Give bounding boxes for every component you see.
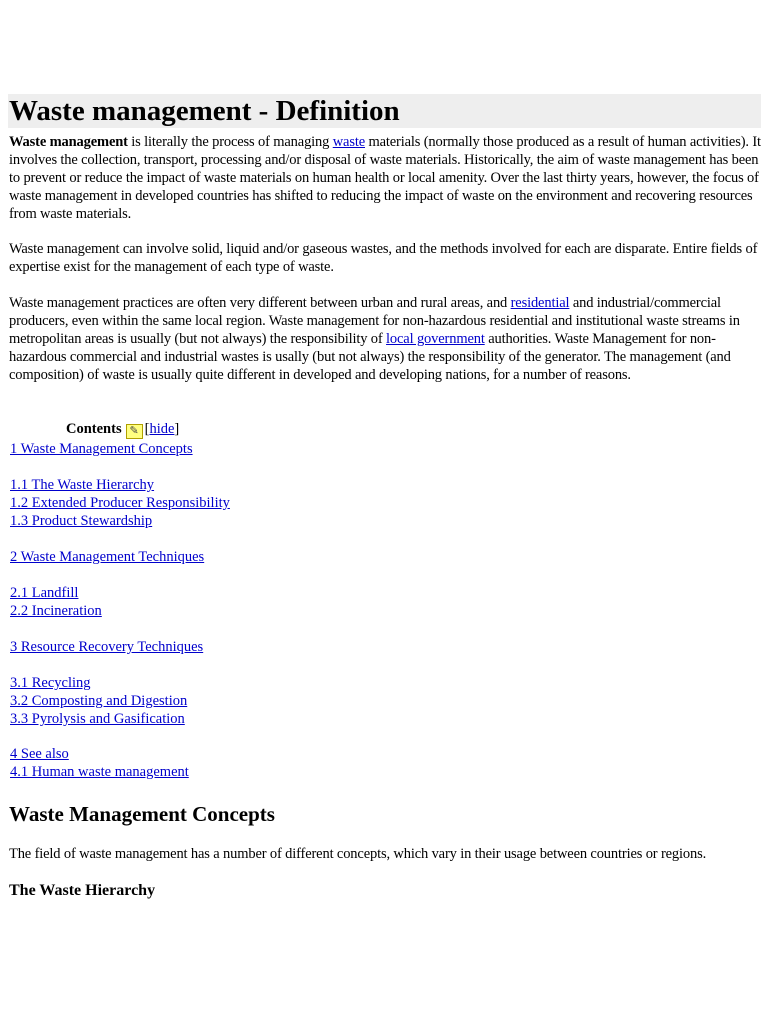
toc-hide-link[interactable]: hide: [149, 421, 175, 437]
subsection-heading-waste-hierarchy: The Waste Hierarchy: [9, 882, 156, 899]
toc-item-3[interactable]: 3 Resource Recovery Techniques: [10, 639, 204, 655]
toc-toggle-icon[interactable]: ✎: [126, 424, 143, 439]
toc-item-3-3[interactable]: 3.3 Pyrolysis and Gasification: [10, 711, 185, 727]
residential-link[interactable]: residential: [510, 295, 570, 311]
toc-item-4-1[interactable]: 4.1 Human waste management: [10, 764, 189, 780]
paragraph-3: [9, 294, 761, 384]
toc-item-2[interactable]: 2 Waste Management Techniques: [10, 549, 205, 565]
toc-item-3-1[interactable]: 3.1 Recycling: [10, 675, 91, 691]
para3-text-3: authorities. Waste Management for non-hazardous commercial and industrial wastes is usally (but not always) the responsibility of the generator. The management (and composition) of waste is usually quite different in developed and developing nations, for a number of reasons.: [9, 331, 731, 383]
para3-text-1: Waste management practices are often very different between urban and rural areas, and: [9, 295, 511, 311]
toc-item-1-2[interactable]: 1.2 Extended Producer Responsibility: [10, 495, 230, 511]
toc-item-2-1[interactable]: 2.1 Landfill: [10, 585, 79, 601]
intro-paragraph: [9, 133, 761, 223]
para3-text-2: and industrial/commercial producers, even within the same local region. Waste management for non-hazardous residential and institutional waste streams in metropolitan areas is usually (but not always) the responsibility of: [9, 295, 740, 347]
page-title: Waste management - Definition: [9, 95, 400, 127]
waste-link[interactable]: waste: [332, 134, 365, 150]
toc-item-3-2[interactable]: 3.2 Composting and Digestion: [10, 693, 188, 709]
toc-item-2-2[interactable]: 2.2 Incineration: [10, 603, 102, 619]
toc-item-4[interactable]: 4 See also: [10, 746, 69, 762]
hide-bracket-close: ]: [174, 421, 180, 437]
section-heading-concepts: Waste Management Concepts: [9, 802, 275, 826]
paragraph-2: Waste management can involve solid, liquid and/or gaseous wastes, and the methods involved for each are disparate. Entire fields of expertise exist for the management of each type of waste.: [9, 241, 758, 275]
section-concepts-text: The field of waste management has a number of different concepts, which vary in their usage between countries or regions.: [9, 846, 707, 862]
intro-text-2: materials (normally those produced as a result of human activities). It involves the collection, transport, processing and/or disposal of waste materials. Historically, the aim of waste management has been to prevent or reduce the impact of waste materials on human health or local amenity. Over the last thirty years, however, the focus of waste management in developed countries has shifted to reducing the impact of waste on the environment and recovering resources from waste materials.: [9, 134, 761, 222]
intro-text-1: is literally the process of managing: [127, 134, 333, 150]
toc-item-1[interactable]: 1 Waste Management Concepts: [10, 441, 193, 457]
toc-item-1-1[interactable]: 1.1 The Waste Hierarchy: [10, 477, 155, 493]
toc-item-1-3[interactable]: 1.3 Product Stewardship: [10, 513, 153, 529]
intro-term: Waste management: [9, 134, 128, 150]
local-government-link[interactable]: local government: [386, 331, 485, 347]
hide-bracket-open: [: [144, 421, 150, 437]
toc-heading: Contents: [66, 421, 122, 437]
toc-header: [66, 420, 179, 439]
